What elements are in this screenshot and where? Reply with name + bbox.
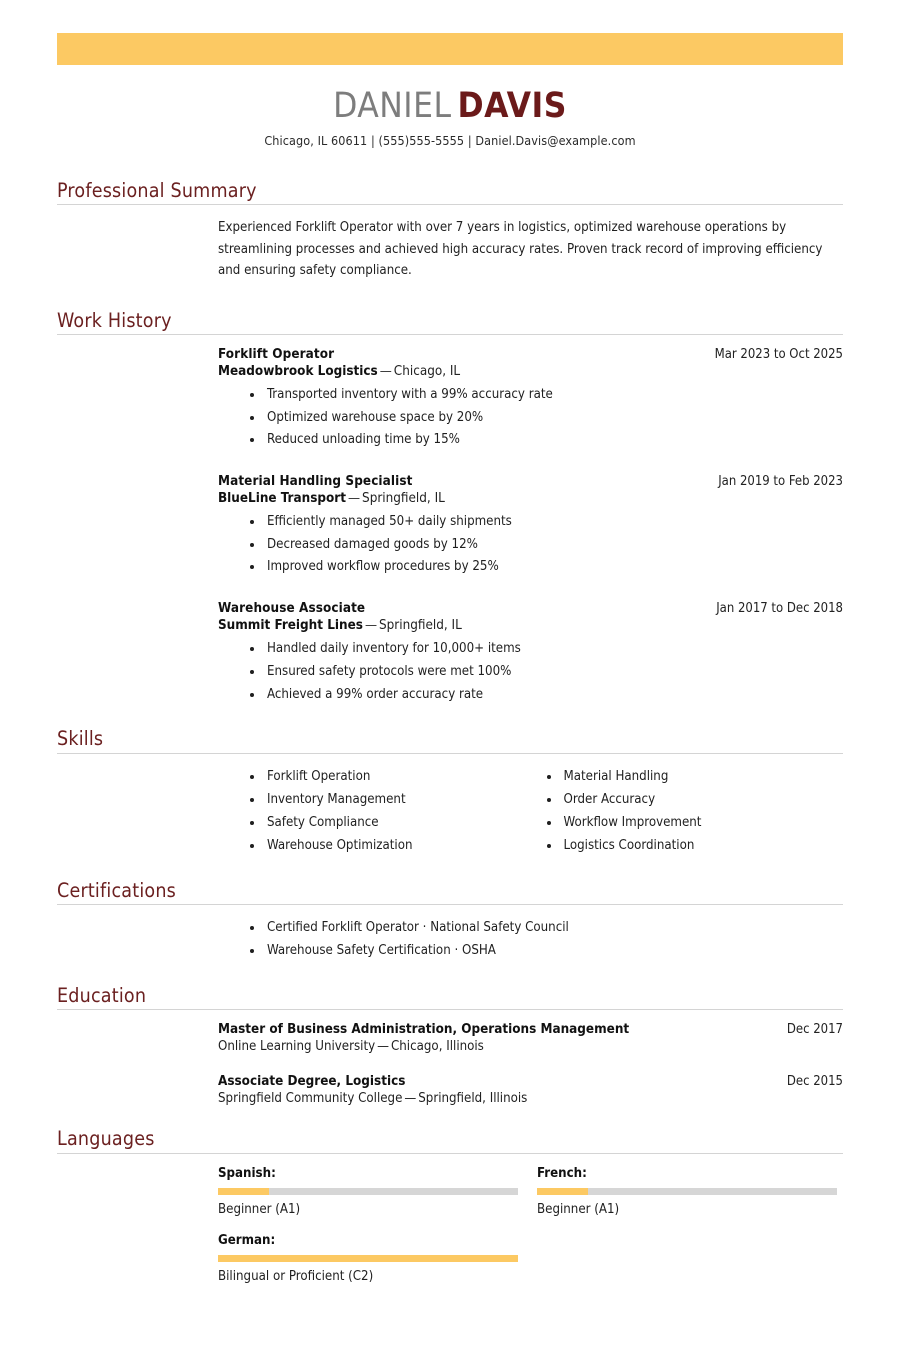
job-header	[218, 474, 843, 489]
language-proficiency-bar	[218, 1188, 518, 1195]
school-name: Springfield Community College	[218, 1091, 403, 1107]
section-title-summary: Professional Summary	[57, 179, 257, 202]
company-separator: —	[379, 363, 392, 379]
school-location: Springfield, Illinois	[418, 1091, 528, 1107]
education-school-line	[218, 1039, 843, 1054]
education-entry	[218, 1022, 843, 1054]
language-level: Bilingual or Proficient (C2)	[218, 1268, 374, 1284]
job-bullet-list	[218, 638, 843, 706]
job-bullet: Achieved a 99% order accuracy rate	[250, 684, 843, 707]
section-certifications	[57, 880, 843, 963]
education-entry	[218, 1074, 843, 1106]
skills-list	[250, 766, 547, 858]
section-title-education: Education	[57, 983, 147, 1007]
job-bullet: Improved workflow procedures by 25%	[250, 556, 843, 579]
header-accent-banner	[57, 33, 843, 65]
skill-item: Logistics Coordination	[547, 835, 844, 858]
company-location: Springfield, IL	[379, 618, 462, 634]
certifications-list	[218, 917, 843, 963]
skill-item: Inventory Management	[250, 789, 547, 812]
language-level: Beginner (A1)	[218, 1201, 301, 1217]
summary-text: Experienced Forklift Operator with over 7 years in logistics, optimized warehouse operations by streamlining processes and achieved high accuracy rates. Proven track record of improving efficiency and ensuring safety compliance.	[218, 220, 823, 279]
job-company-line	[218, 491, 843, 506]
section-professional-summary	[57, 180, 843, 282]
job-bullet-list	[218, 384, 843, 452]
education-date: Dec 2015	[786, 1074, 843, 1090]
section-skills	[57, 728, 843, 857]
school-name: Online Learning University	[218, 1039, 376, 1055]
summary-body	[57, 205, 843, 281]
job-bullet: Optimized warehouse space by 20%	[250, 407, 843, 430]
skills-list	[547, 766, 844, 858]
job-bullet: Decreased damaged goods by 12%	[250, 534, 843, 557]
skill-item: Safety Compliance	[250, 812, 547, 835]
education-degree: Associate Degree, Logistics	[218, 1074, 406, 1090]
certifications-body	[57, 905, 843, 963]
section-work-history	[57, 310, 843, 707]
skills-grid	[218, 766, 843, 858]
job-company-line	[218, 364, 843, 379]
candidate-name	[57, 88, 843, 125]
job-company-line	[218, 618, 843, 633]
contact-line: Chicago, IL 60611 | (555)555-5555 | Daniel.Davis@example.com	[264, 132, 636, 148]
job-entry	[218, 601, 843, 706]
job-entry	[218, 347, 843, 452]
company-separator: —	[364, 618, 377, 634]
last-name: DAVIS	[457, 86, 567, 126]
job-bullet: Ensured safety protocols were met 100%	[250, 661, 843, 684]
section-title-certifications: Certifications	[57, 878, 176, 902]
company-location: Springfield, IL	[362, 491, 445, 507]
job-header	[218, 601, 843, 616]
spacer	[57, 858, 843, 880]
work-history-body	[57, 335, 843, 706]
school-separator: —	[377, 1039, 389, 1055]
section-title-skills: Skills	[57, 727, 104, 751]
education-header	[218, 1074, 843, 1089]
education-degree: Master of Business Administration, Operations Management	[218, 1022, 630, 1038]
language-item	[537, 1166, 837, 1217]
language-level: Beginner (A1)	[537, 1201, 620, 1217]
spacer	[57, 963, 843, 985]
company-name: Meadowbrook Logistics	[218, 363, 378, 379]
spacer	[57, 1106, 843, 1128]
education-header	[218, 1022, 843, 1037]
job-title: Material Handling Specialist	[218, 474, 413, 490]
education-body	[57, 1010, 843, 1106]
job-dates: Jan 2017 to Dec 2018	[716, 601, 843, 617]
certification-item: Certified Forklift Operator · National Safety Council	[250, 917, 843, 940]
language-proficiency-fill	[218, 1255, 518, 1262]
language-name: French:	[537, 1165, 587, 1181]
section-title-work-history: Work History	[57, 308, 172, 332]
skill-item: Workflow Improvement	[547, 812, 844, 835]
skill-item: Order Accuracy	[547, 789, 844, 812]
company-location: Chicago, IL	[393, 363, 461, 379]
languages-body	[57, 1154, 843, 1300]
school-location: Chicago, Illinois	[391, 1039, 484, 1055]
job-dates: Mar 2023 to Oct 2025	[714, 346, 843, 362]
language-proficiency-bar	[537, 1188, 837, 1195]
language-proficiency-bar	[218, 1255, 518, 1262]
first-name: DANIEL	[333, 86, 452, 126]
language-name: German:	[218, 1232, 276, 1248]
job-bullet: Reduced unloading time by 15%	[250, 429, 843, 452]
job-bullet: Efficiently managed 50+ daily shipments	[250, 511, 843, 534]
education-date: Dec 2017	[786, 1022, 843, 1038]
job-title: Warehouse Associate	[218, 601, 366, 617]
job-entry	[218, 474, 843, 579]
spacer	[57, 706, 843, 728]
resume-body	[57, 180, 843, 1300]
school-separator: —	[404, 1091, 417, 1107]
spacer	[57, 282, 843, 310]
certification-item: Warehouse Safety Certification · OSHA	[250, 940, 843, 963]
skills-column-right	[547, 766, 844, 858]
job-bullet: Transported inventory with a 99% accuracy rate	[250, 384, 843, 407]
company-name: Summit Freight Lines	[218, 618, 363, 634]
section-education	[57, 985, 843, 1106]
language-name: Spanish:	[218, 1165, 276, 1181]
company-separator: —	[347, 491, 361, 507]
skills-body	[57, 754, 843, 858]
skill-item: Warehouse Optimization	[250, 835, 547, 858]
job-bullet-list	[218, 511, 843, 579]
language-proficiency-fill	[218, 1188, 269, 1195]
education-school-line	[218, 1091, 843, 1106]
job-dates: Jan 2019 to Feb 2023	[718, 474, 843, 490]
skill-item: Material Handling	[547, 766, 844, 789]
language-item	[218, 1166, 518, 1217]
languages-grid	[218, 1166, 843, 1300]
job-title: Forklift Operator	[218, 346, 335, 362]
section-languages	[57, 1128, 843, 1299]
section-title-languages: Languages	[57, 1127, 155, 1151]
skill-item: Forklift Operation	[250, 766, 547, 789]
job-header	[218, 347, 843, 362]
resume-header	[57, 88, 843, 148]
job-bullet: Handled daily inventory for 10,000+ items	[250, 638, 843, 661]
skills-column-left	[250, 766, 547, 858]
language-proficiency-fill	[537, 1188, 588, 1195]
language-item	[218, 1233, 518, 1284]
company-name: BlueLine Transport	[218, 491, 346, 507]
